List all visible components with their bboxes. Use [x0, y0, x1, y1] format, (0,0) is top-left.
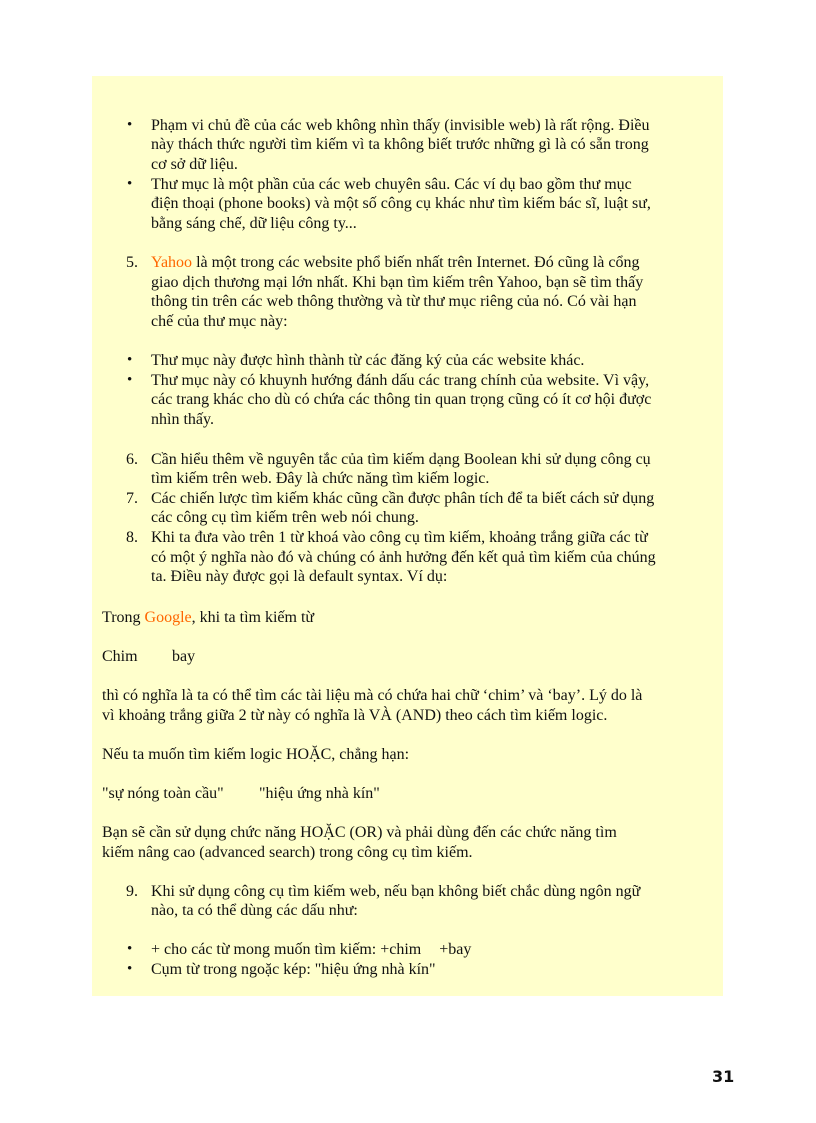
paragraph-google	[102, 608, 314, 628]
paragraph-line: thì có nghĩa là ta có thể tìm các tài liệu mà có chứa hai chữ ‘chim’ và ‘bay’. Lý do là	[102, 687, 643, 704]
bullet-line	[151, 940, 471, 960]
bullet-line: các trang khác cho dù có chứa các thông tin quan trọng cũng có ít cơ hội được	[151, 391, 652, 408]
bullet-line: Thư mục này có khuynh hướng đánh dấu các trang chính của website. Vì vậy,	[151, 372, 650, 389]
bullet-icon: •	[127, 961, 133, 977]
bullet-line: Thư mục này được hình thành từ các đăng ký của các website khác.	[151, 352, 585, 369]
list-line: Cần hiểu thêm về nguyên tắc của tìm kiếm dạng Boolean khi sử dụng công cụ	[151, 451, 651, 468]
bullet-line: Thư mục là một phần của các web chuyên sâu. Các ví dụ bao gồm thư mục	[151, 176, 632, 193]
list-line: chế của thư mục này:	[151, 313, 288, 330]
list-line	[151, 253, 639, 273]
bullet-icon: •	[127, 117, 133, 133]
list-number: 5.	[126, 254, 138, 271]
list-line: Khi ta đưa vào trên 1 từ khoá vào công cụ tìm kiếm, khoảng trắng giữa các từ	[151, 529, 648, 546]
list-number: 7.	[126, 490, 138, 507]
list-line: Các chiến lược tìm kiếm khác cũng cần được phân tích để ta biết cách sử dụng	[151, 490, 655, 507]
bullet-icon: •	[127, 372, 133, 388]
list-line: tìm kiếm trên web. Đây là chức năng tìm kiếm logic.	[151, 470, 490, 487]
list-number: 9.	[126, 883, 138, 900]
text-span: + cho các từ mong muốn tìm kiếm: +chim	[151, 941, 422, 958]
list-line: ta. Điều này được gọi là default syntax. Ví dụ:	[151, 568, 448, 585]
list-line: có một ý nghĩa nào đó và chúng có ảnh hưởng đến kết quả tìm kiếm của chúng	[151, 549, 656, 566]
bullet-icon: •	[127, 941, 133, 957]
list-line-rest: là một trong các website phổ biến nhất trên Internet. Đó cũng là cổng	[192, 254, 640, 271]
bullet-line: điện thoại (phone books) và một số công cụ khác như tìm kiếm bác sĩ, luật sư,	[151, 195, 651, 212]
text-span: Trong	[102, 609, 145, 626]
page-number: 31	[712, 1067, 735, 1086]
bullet-line: này thách thức người tìm kiếm vì ta không biết trước những gì là có sẵn trong	[151, 136, 649, 153]
list-line: thông tin trên các web thông thường và từ thư mục riêng của nó. Có vài hạn	[151, 293, 637, 310]
list-number: 8.	[126, 529, 138, 546]
bullet-line: bằng sáng chế, dữ liệu công ty...	[151, 215, 357, 232]
list-line: Khi sử dụng công cụ tìm kiếm web, nếu bạn không biết chắc dùng ngôn ngữ	[151, 883, 641, 900]
list-line: nào, ta có thể dùng các dấu như:	[151, 902, 358, 919]
yahoo-link[interactable]: Yahoo	[151, 254, 193, 271]
bullet-line: cơ sở dữ liệu.	[151, 156, 238, 173]
example-phrase-2: "hiệu ứng nhà kín"	[259, 785, 380, 802]
example-word-2: bay	[172, 648, 196, 665]
bullet-icon: •	[127, 176, 133, 192]
list-line: giao dịch thương mại lớn nhất. Khi bạn tìm kiếm trên Yahoo, bạn sẽ tìm thấy	[151, 274, 644, 291]
paragraph-line: kiếm nâng cao (advanced search) trong công cụ tìm kiếm.	[102, 844, 473, 861]
list-line: các công cụ tìm kiếm trên web nói chung.	[151, 509, 419, 526]
paragraph-line: vì khoảng trắng giữa 2 từ này có nghĩa là VÀ (AND) theo cách tìm kiếm logic.	[102, 707, 608, 724]
example-word-1: Chim	[102, 648, 138, 665]
google-link[interactable]: Google	[144, 609, 192, 626]
example-phrase-1: "sự nóng toàn cầu"	[102, 785, 224, 802]
paragraph-line: Bạn sẽ cần sử dụng chức năng HOẶC (OR) và phải dùng đến các chức năng tìm	[102, 824, 617, 841]
bullet-icon: •	[127, 352, 133, 368]
bullet-line: Phạm vi chủ đề của các web không nhìn thấy (invisible web) là rất rộng. Điều	[151, 117, 650, 134]
text-span: +bay	[439, 941, 472, 958]
list-number: 6.	[126, 451, 138, 468]
text-span: , khi ta tìm kiếm từ	[191, 609, 315, 626]
paragraph-line: Nếu ta muốn tìm kiếm logic HOẶC, chẳng hạn:	[102, 746, 410, 763]
bullet-line: nhìn thấy.	[151, 411, 214, 428]
bullet-line: Cụm từ trong ngoặc kép: "hiệu ứng nhà kín"	[151, 961, 436, 978]
